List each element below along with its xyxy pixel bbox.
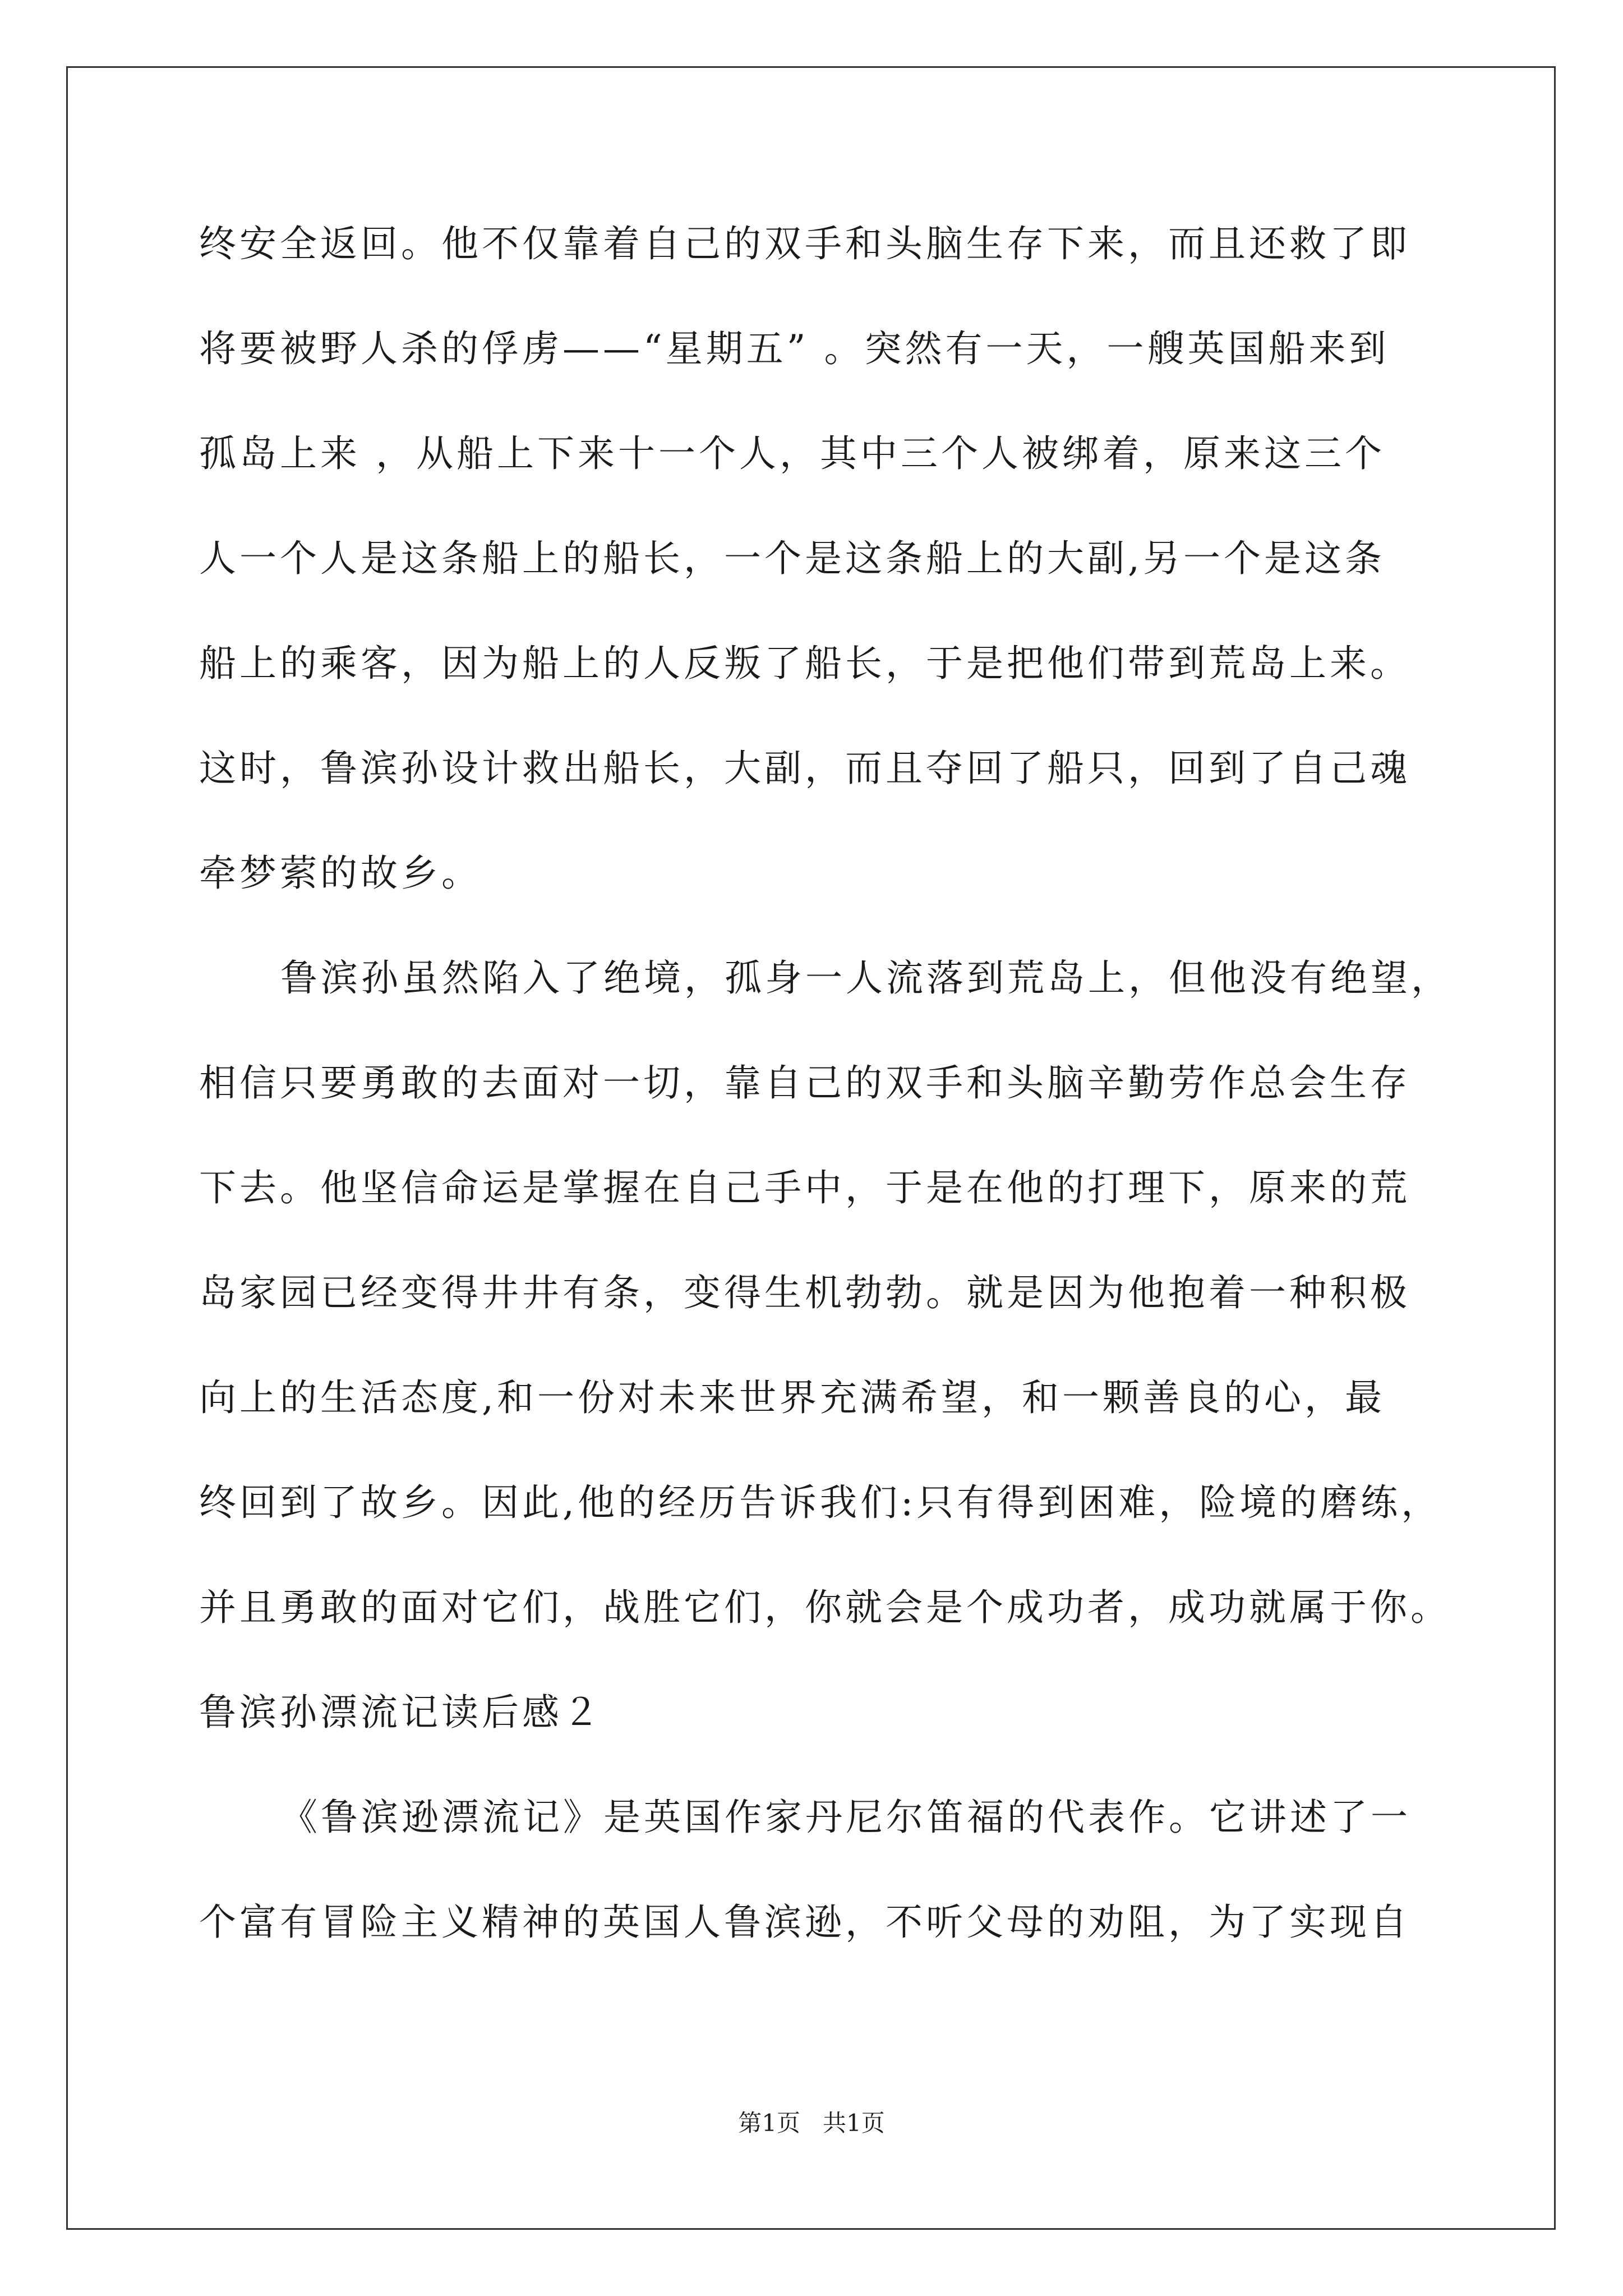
text-line: 这时，鲁滨孙设计救出船长，大副，而且夺回了船只，回到了自己魂 [199,747,1410,790]
text-line: 孤岛上来 ，从船上下来十一个人，其中三个人被绑着，原来这三个 [199,432,1385,475]
text-line: 人一个人是这条船上的船长，一个是这条船上的大副,另一个是这条 [199,537,1385,580]
text-line: 牵梦萦的故乡。 [199,852,482,895]
text-line: 终回到了故乡。因此,他的经历告诉我们:只有得到困难，险境的磨练， [199,1481,1442,1524]
page-footer: 第1页 共1页 [738,2109,885,2137]
text-line: 船上的乘客，因为船上的人反叛了船长，于是把他们带到荒岛上来。 [199,642,1410,685]
text-line: 并且勇敢的面对它们，战胜它们，你就会是个成功者，成功就属于你。 [199,1586,1451,1629]
paragraph-start-line: 《鲁滨逊漂流记》是英国作家丹尼尔笛福的代表作。它讲述了一 [280,1796,1411,1839]
text-line: 岛家园已经变得井井有条，变得生机勃勃。就是因为他抱着一种积极 [199,1271,1410,1314]
section-heading: 鲁滨孙漂流记读后感２ [199,1691,603,1734]
text-line: 终安全返回。他不仅靠着自己的双手和头脑生存下来，而且还救了即 [199,222,1410,265]
text-line: 相信只要勇敢的去面对一切，靠自己的双手和头脑辛勤劳作总会生存 [199,1061,1410,1105]
text-line: 下去。他坚信命运是掌握在自己手中，于是在他的打理下，原来的荒 [199,1166,1410,1209]
text-line: 向上的生活态度,和一份对未来世界充满希望，和一颗善良的心，最 [199,1376,1385,1419]
text-line: 将要被野人杀的俘虏——“星期五” 。突然有一天，一艘英国船来到 [199,327,1390,370]
paragraph-start-line: 鲁滨孙虽然陷入了绝境，孤身一人流落到荒岛上，但他没有绝望， [280,956,1451,1000]
text-line: 个富有冒险主义精神的英国人鲁滨逊，不听父母的劝阻，为了实现自 [199,1901,1410,1944]
document-body [199,213,1451,1996]
